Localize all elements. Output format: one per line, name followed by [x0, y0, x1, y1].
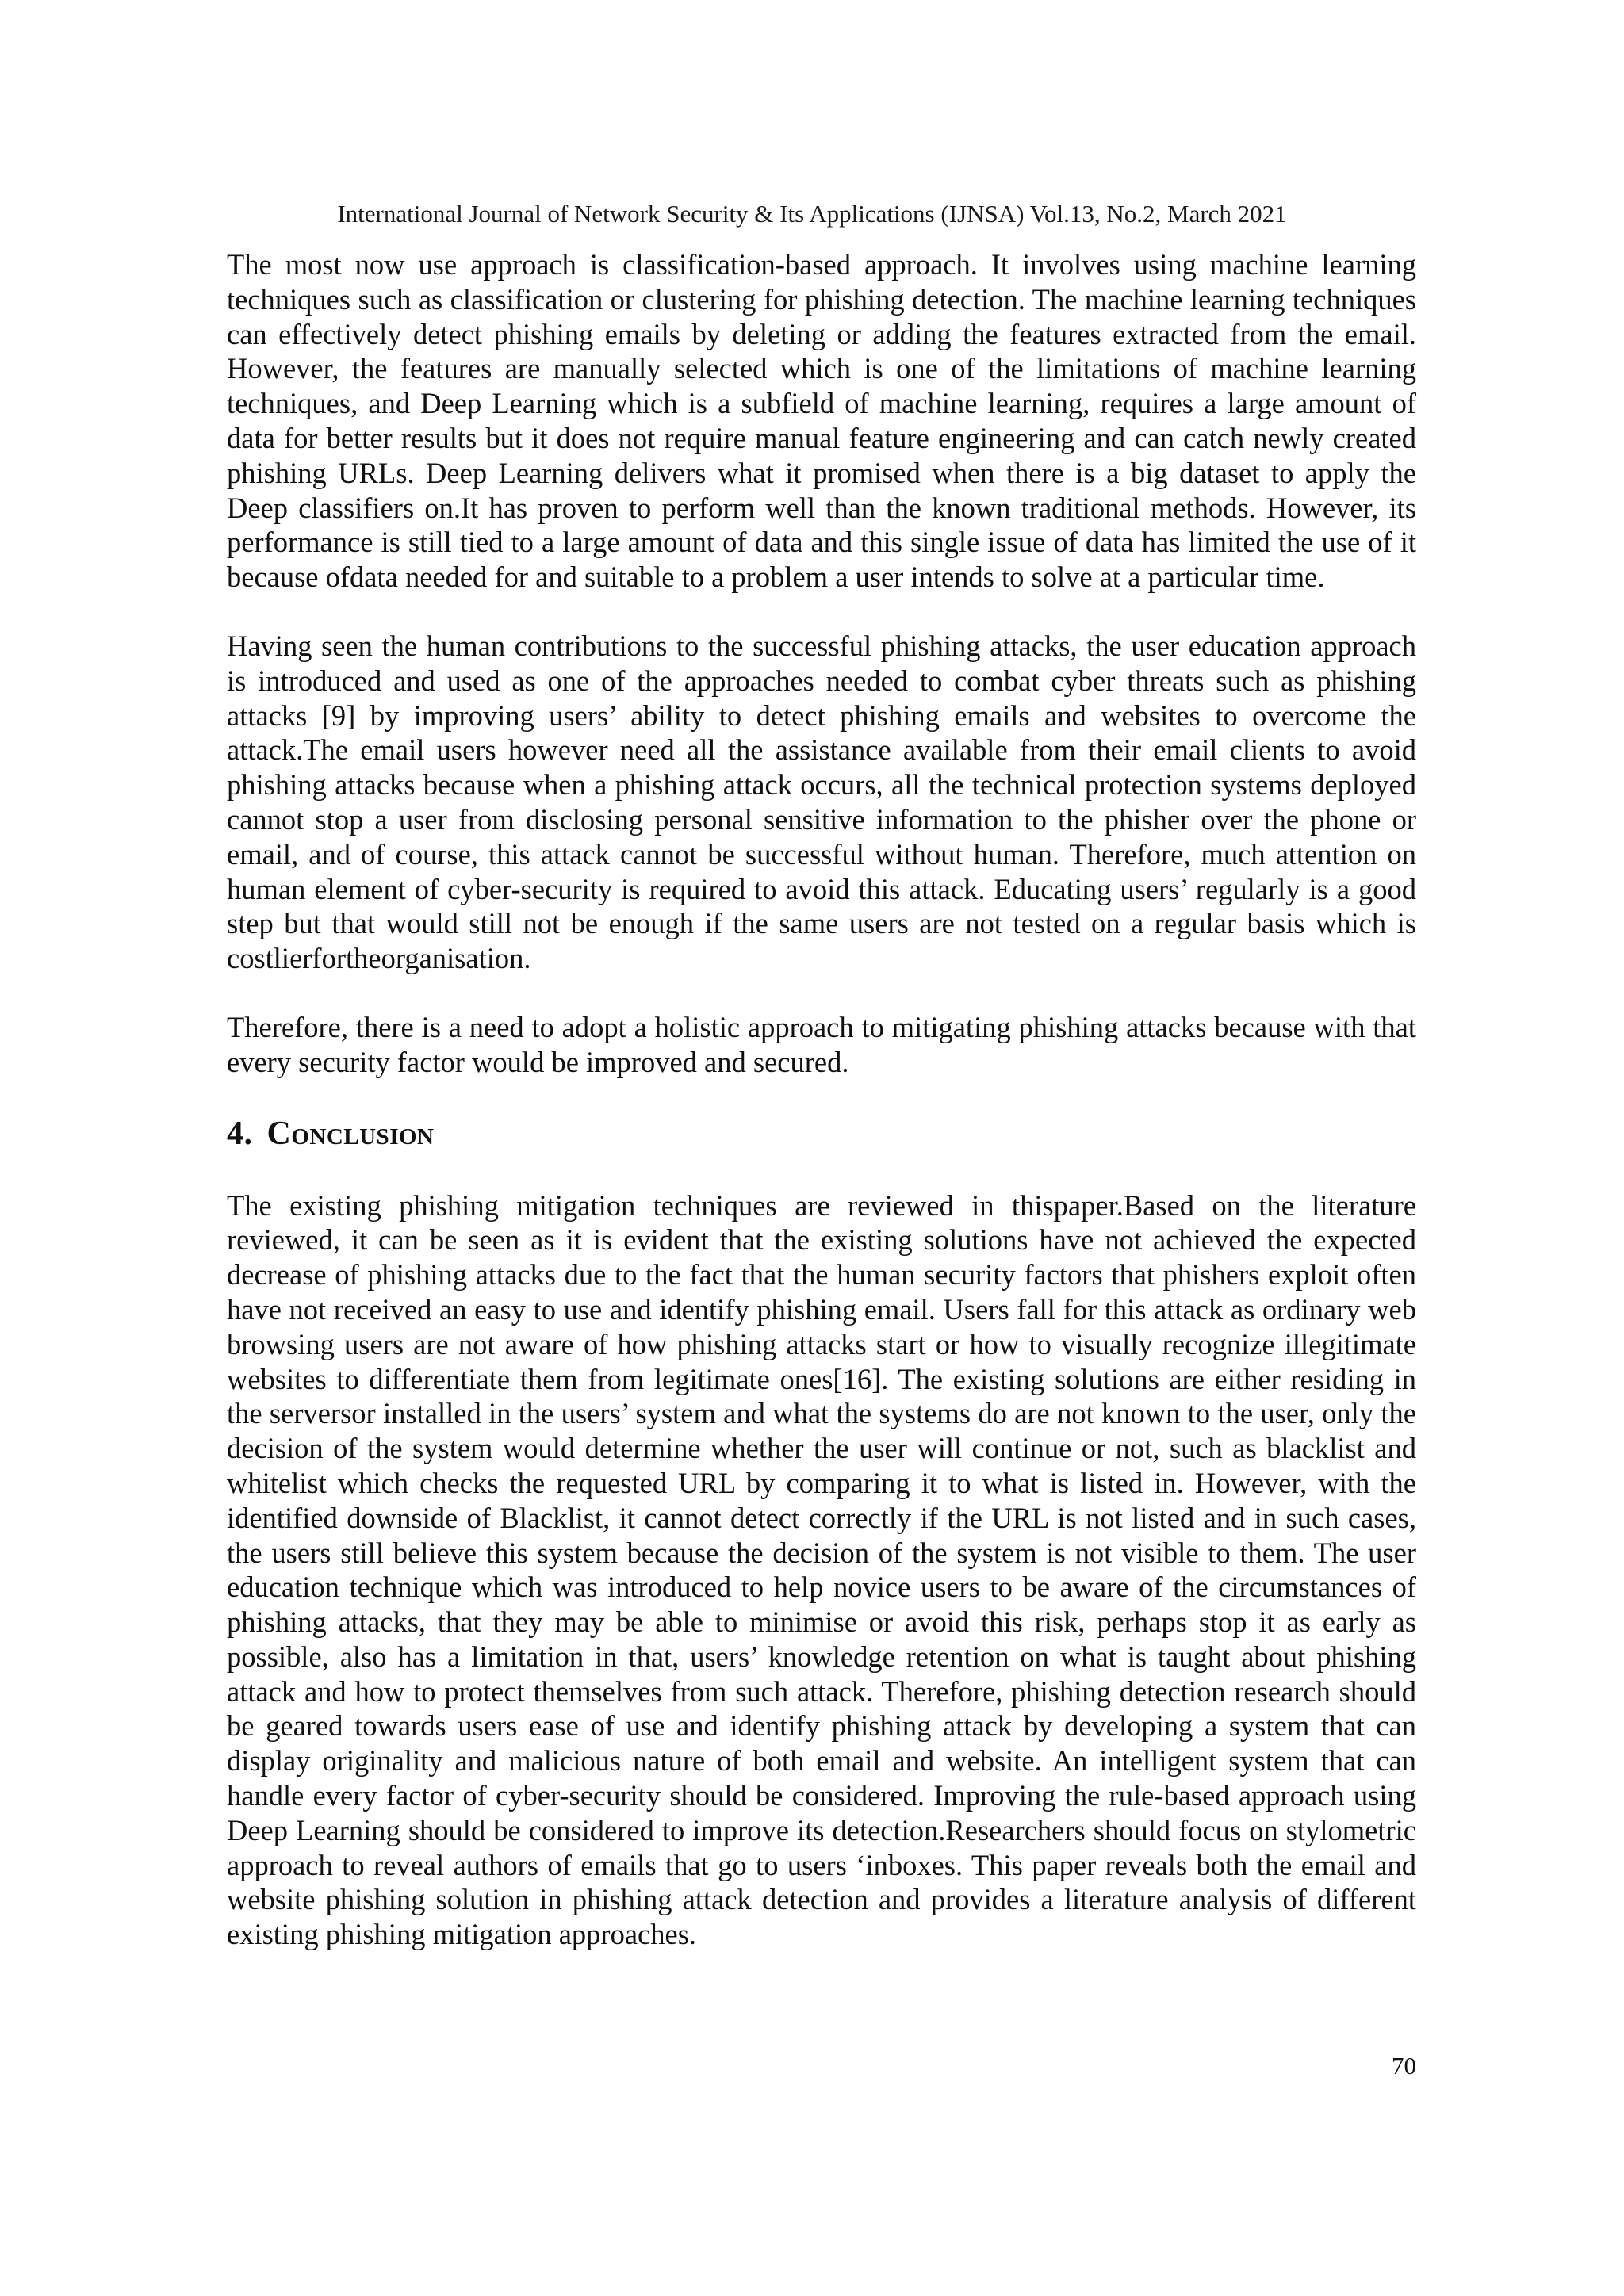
section-number: 4.: [227, 1115, 253, 1152]
section-heading-conclusion: [227, 1114, 1416, 1154]
section-title: Conclusion: [266, 1115, 435, 1152]
paragraph-conclusion: The existing phishing mitigation techniques are reviewed in thispaper.Based on the literature reviewed, it can be seen as it is evident that the existing solutions have not achieved the expected decrease of phishing attacks due to the fact that the human security factors that phishers exploit often have not received an easy to use and identify phishing email. Users fall for this attack as ordinary web browsing users are not aware of how phishing attacks start or how to visually recognize illegitimate websites to differentiate them from legitimate ones[16]. The existing solutions are either residing in the serversor installed in the users’ system and what the systems do are not known to the user, only the decision of the system would determine whether the user will continue or not, such as blacklist and whitelist which checks the requested URL by comparing it to what is listed in. However, with the identified downside of Blacklist, it cannot detect correctly if the URL is not listed and in such cases, the users still believe this system because the decision of the system is not visible to them. The user education technique which was introduced to help novice users to be aware of the circumstances of phishing attacks, that they may be able to minimise or avoid this risk, perhaps stop it as early as possible, also has a limitation in that, users’ knowledge retention on what is taught about phishing attack and how to protect themselves from such attack. Therefore, phishing detection research should be geared towards users ease of use and identify phishing attack by developing a system that can display originality and malicious nature of both email and website. An intelligent system that can handle every factor of cyber-security should be considered. Improving the rule-based approach using Deep Learning should be considered to improve its detection.Researchers should focus on stylometric approach to reveal authors of emails that go to users ‘inboxes. This paper reveals both the email and website phishing solution in phishing attack detection and provides a literature analysis of different existing phishing mitigation approaches.: [227, 1188, 1416, 1951]
paragraph-classification-approach: The most now use approach is classification-based approach. It involves using machine learning techniques such as classification or clustering for phishing detection. The machine learning techniques can effectively detect phishing emails by deleting or adding the features extracted from the email. However, the features are manually selected which is one of the limitations of machine learning techniques, and Deep Learning which is a subfield of machine learning, requires a large amount of data for better results but it does not require manual feature engineering and can catch newly created phishing URLs. Deep Learning delivers what it promised when there is a big dataset to apply the Deep classifiers on.It has proven to perform well than the known traditional methods. However, its performance is still tied to a large amount of data and this single issue of data has limited the use of it because ofdata needed for and suitable to a problem a user intends to solve at a particular time.: [227, 248, 1416, 594]
paragraph-user-education: Having seen the human contributions to the successful phishing attacks, the user education approach is introduced and used as one of the approaches needed to combat cyber threats such as phishing attacks [9] by improving users’ ability to detect phishing emails and websites to overcome the attack.The email users however need all the assistance available from their email clients to avoid phishing attacks because when a phishing attack occurs, all the technical protection systems deployed cannot stop a user from disclosing personal sensitive information to the phisher over the phone or email, and of course, this attack cannot be successful without human. Therefore, much attention on human element of cyber-security is required to avoid this attack. Educating users’ regularly is a good step but that would still not be enough if the same users are not tested on a regular basis which is costlierfortheorganisation.: [227, 629, 1416, 975]
running-header: International Journal of Network Security & Its Applications (IJNSA) Vol.13, No.2, March 2021: [337, 200, 1287, 228]
page-number: 70: [1392, 2052, 1416, 2080]
body-text: [227, 247, 1416, 1986]
paragraph-holistic-approach: Therefore, there is a need to adopt a holistic approach to mitigating phishing attacks because with that every security factor would be improved and secured.: [227, 1010, 1416, 1078]
